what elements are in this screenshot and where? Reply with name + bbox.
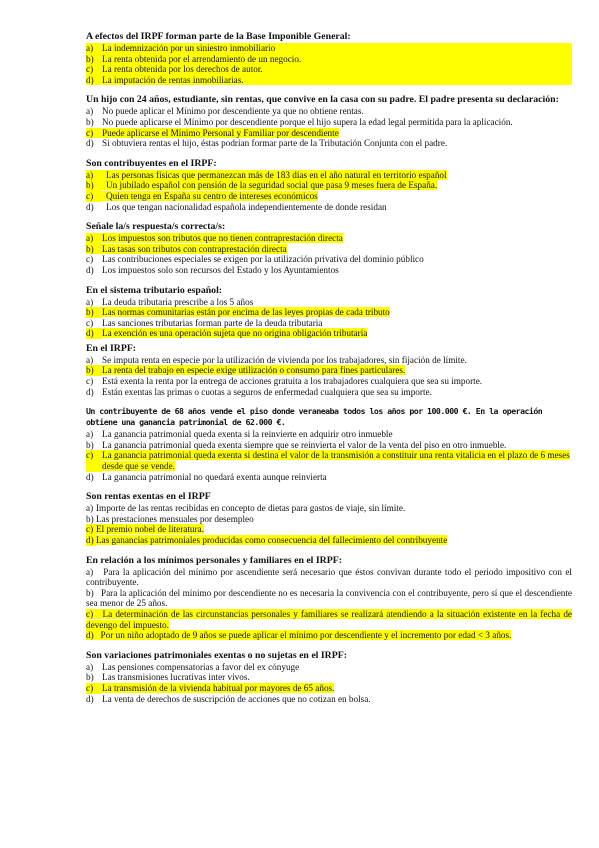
answer-option [86,429,572,440]
option-text: Las ganancias patrimoniales producidas como consecuencia del fallecimiento del contribuyente [96,535,448,545]
option-letter: a) [86,43,102,54]
answer-option [86,683,572,694]
option-text: Se imputa renta en especie por la utilización de vivienda por los trabajadores, sin fijación de límite. [102,354,467,365]
option-text: La renta obtenida por los derechos de autor. [102,64,572,75]
option-text: No puede aplicarse el Mínimo por descendiente porque el hijo supera la edad legal permitida para la aplicación. [102,116,513,127]
option-letter: b) [86,365,102,376]
option-text: La imputación de rentas inmobiliarias. [102,75,572,86]
answer-option [86,106,572,117]
option-text: Las contribuciones especiales se exigen por la utilización privativa del dominio público [102,254,424,265]
option-letter: b) [86,513,94,524]
option-letter: b) [86,439,94,450]
question-block [86,94,572,148]
option-letter: d) [86,264,94,275]
answer-option [86,318,572,329]
question-title: A efectos del IRPF forman parte de la Base Imponible General: [86,31,351,42]
option-text: Las transmisiones lucrativas inter vivos. [102,672,250,683]
answer-option [86,297,572,308]
option-letter: c) [86,683,102,694]
question-title: En relación a los mínimos personales y familiares en el IRPF: [86,554,342,566]
option-text: Puede aplicarse el Mínimo Personal y Familiar por descendiente [102,127,339,138]
question-block [86,31,572,85]
answer-option [86,588,572,609]
answer-option [86,254,572,265]
answer-option [86,450,572,471]
option-letter: a) [86,661,94,672]
option-letter: d) [86,535,96,546]
question-title: Son variaciones patrimoniales exentas o no sujetas en el IRPF: [86,649,347,661]
option-text: Para la aplicación del mínimo por ascendiente será necesario que éstos convivan durante todo el periodo impositivo con el contribuyente. [86,566,572,588]
option-letter: a) [86,233,102,244]
answer-option [86,191,572,202]
option-letter: b) [86,587,94,598]
question-block [86,555,572,641]
option-letter: c) [86,317,94,328]
option-letter: d) [86,471,94,482]
option-letter: b) [86,672,94,683]
option-text: Importe de las rentas recibidas en concepto de dietas para gastos de viaje, sin límite. [96,503,406,514]
question-block [86,650,572,704]
option-letter: a) [86,566,94,577]
option-text: Está exenta la renta por la entrega de acciones gratuita a los trabajadores cualquiera que sea su importe. [102,376,483,387]
answer-option [86,535,572,546]
option-letter: b) [86,180,102,191]
option-text: Quien tenga en España su centro de intereses económicos [102,191,318,201]
option-text: La transmisión de la vivienda habitual por mayores de 65 años. [102,682,335,693]
option-text: Los impuestos solo son recursos del Estado y los Ayuntamientos [102,264,339,275]
option-letter: a) [86,296,94,307]
option-letter: d) [86,630,94,641]
option-text: Los que tengan nacionalidad española independientemente de donde residan [106,201,387,212]
answer-option [86,440,572,451]
option-text: La indemnización por un siniestro inmobiliario [102,43,572,54]
answer-option [86,117,572,128]
option-letter: c) [86,64,102,75]
option-letter: a) [86,106,94,117]
option-text: La ganancia patrimonial queda exenta si la reinvierte en adquirir otro inmueble [102,429,393,440]
option-letter: c) [86,450,102,471]
answer-option [86,376,572,387]
option-letter: c) [86,128,102,139]
answer-option [86,128,572,139]
option-text: La deuda tributaria prescribe a los 5 años [102,296,254,307]
option-text: Están exentas las primas o cuotas a seguros de enfermedad cualquiera que sea su importe. [102,386,432,397]
option-text: La ganancia patrimonial queda exenta si destina el valor de la transmisión a constituir una renta vitalicia en el plazo de 6 meses desde que se vende. [102,450,570,472]
question-list [86,31,572,713]
option-text: La venta de derechos de suscripción de acciones que no cotizan en bolsa. [102,693,371,704]
option-letter: c) [86,254,94,265]
answer-option [86,609,572,630]
answer-option [86,567,572,588]
option-text: Las normas comunitarias están por encima de las leyes propias de cada tributo [102,307,390,318]
question-block [86,491,572,545]
option-text: La exención es una operación sujeta que no origina obligación tributaria [102,328,368,339]
option-letter: b) [86,54,102,65]
answer-option [86,180,572,191]
option-letter: d) [86,201,94,212]
option-letter: a) [86,170,102,181]
answer-option [86,365,572,376]
answer-option [86,54,572,65]
option-text: Las prestaciones mensuales por desempleo [96,513,254,524]
question-block [86,343,572,397]
option-letter: a) [86,354,94,365]
option-text: Los impuestos son tributos que no tienen contraprestación directa [102,233,343,244]
answer-option [86,233,572,244]
option-text: Las personas físicas que permanezcan más de 183 días en el año natural en territorio español [102,170,447,180]
option-text: Por un niño adoptado de 9 años se puede aplicar el mínimo por descendiente y el incremento por edad < 3 años. [100,630,512,641]
answer-option [86,630,572,641]
answer-option [86,43,572,54]
option-text: La ganancia patrimonial no quedará exenta aunque reinvierta [102,471,327,482]
option-text: Para la aplicación del mínimo por descendiente no es necesaria la convivencia con el contribuyente, pero sí que el descendiente sea menor de 25 años. [86,587,573,609]
answer-option [86,514,572,525]
option-letter: d) [86,328,102,339]
option-letter: d) [86,693,94,704]
option-text: Las sanciones tributarias forman parte de la deuda tributaria [102,317,323,328]
answer-option [86,202,572,213]
answer-option [86,138,572,149]
option-letter: b) [86,244,102,255]
option-letter: c) [86,191,102,202]
question-block [86,285,572,339]
answer-option [86,307,572,318]
option-text: No puede aplicar el Mínimo por descendiente ya que no obtiene rentas. [102,106,364,117]
question-title: Un hijo con 24 años, estudiante, sin rentas, que convive en la casa con su padre. El padre presenta su declaración: [86,94,559,106]
question-title: En el IRPF: [86,342,137,354]
question-title: Son contribuyentes en el IRPF: [86,157,217,169]
answer-option [86,472,572,483]
option-text: Las pensiones compensatorias a favor del ex cónyuge [102,661,300,672]
answer-option [86,244,572,255]
option-text: Un jubilado español con pensión de la seguridad social que pasa 9 meses fuera de España. [102,180,437,190]
option-text: El premio nobel de literatura. [96,524,204,535]
question-block [86,158,572,212]
option-text: La renta del trabajo en especie exige utilización o consumo para fines particulares. [102,365,406,376]
answer-option [86,524,572,535]
option-letter: b) [86,116,94,127]
answer-option [86,694,572,705]
answer-option [86,662,572,673]
question-block [86,221,572,275]
answer-option [86,75,572,86]
option-letter: c) [86,608,94,619]
option-letter: c) [86,376,94,387]
answer-option [86,328,572,339]
question-title: Señale la/s respuesta/s correcta/s: [86,221,226,233]
option-letter: b) [86,307,102,318]
answer-option [86,387,572,398]
option-text: La ganancia patrimonial queda exenta siempre que se reinvierta el valor de la venta del piso en otro inmueble. [102,439,507,450]
question-block [86,406,572,482]
option-letter: c) [86,524,96,535]
question-title: Son rentas exentas en el IRPF [86,491,211,503]
answer-option [86,170,572,181]
answer-option [86,355,572,366]
option-text: La determinación de las circunstancias personales y familiares se realizará atendiendo a la situación existente en la fecha de devengo del impuesto. [86,608,572,630]
option-letter: a) [86,429,94,440]
option-letter: a) [86,503,94,514]
answer-option [86,503,572,514]
option-text: La renta obtenida por el arrendamiento de un negocio. [102,54,572,65]
question-title: En el sistema tributario español: [86,284,223,296]
question-title: Un contribuyente de 68 años vende el piso donde veraneaba todos los años por 100.000 €. En la operación obtiene una ganancia patrimonial de 62.000 €. [86,406,543,428]
option-text: Si obtuviera rentas el hijo, éstas podrían formar parte de la Tributación Conjunta con el padre. [102,138,448,149]
answer-option [86,265,572,276]
answer-option [86,672,572,683]
option-letter: d) [86,138,94,149]
answer-option [86,64,572,75]
option-letter: d) [86,75,102,86]
option-text: Las tasas son tributos con contraprestación directa [102,243,287,254]
option-letter: d) [86,386,94,397]
